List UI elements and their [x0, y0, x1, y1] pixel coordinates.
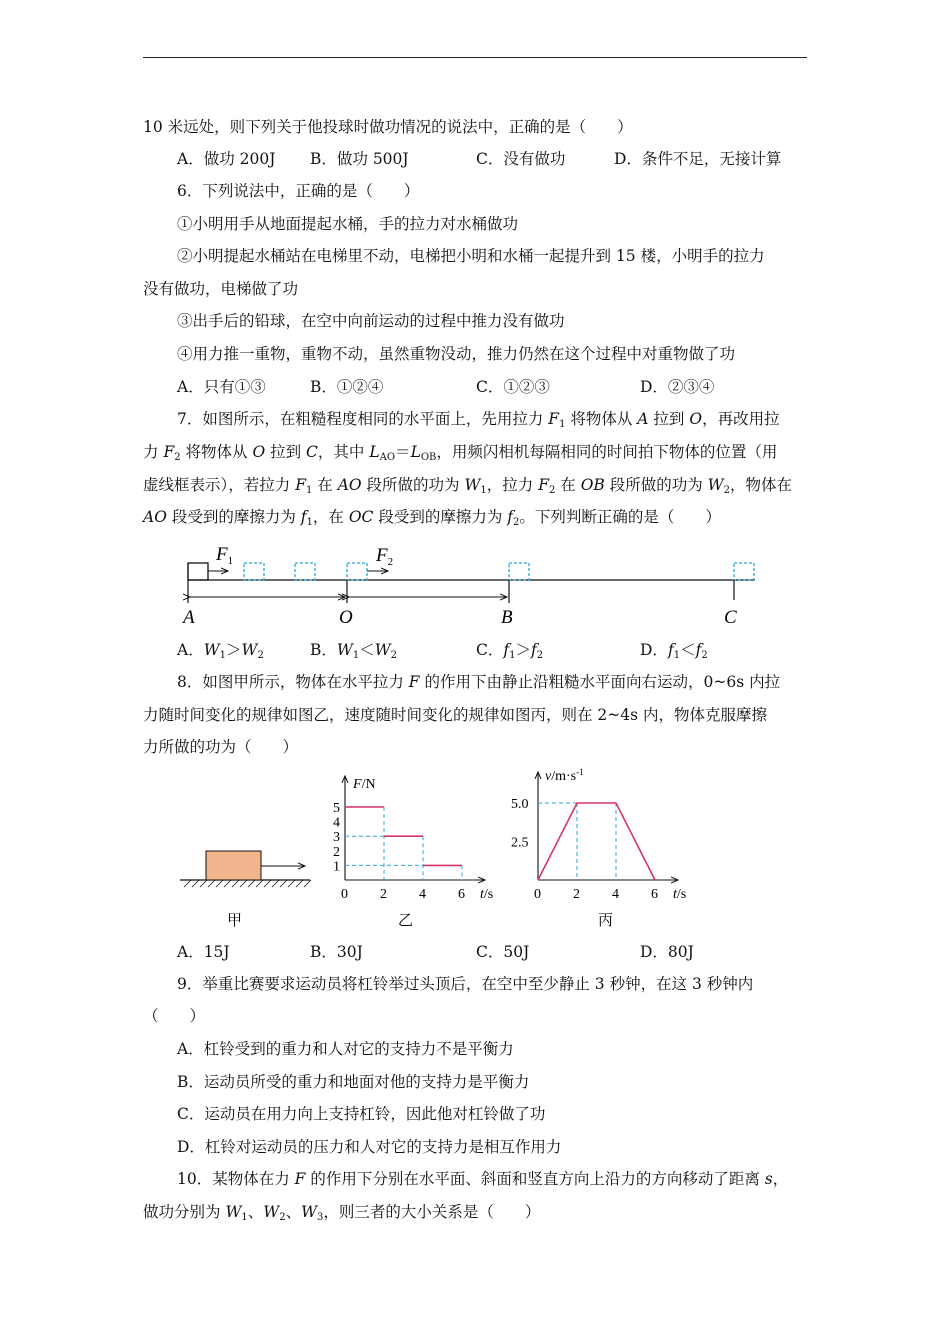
y-tick-label: 1 [333, 859, 340, 875]
q8-stem-line3: 力所做的功为（ ） [143, 738, 299, 756]
q6-option-a: A．只有①③ [177, 378, 266, 396]
q8-option-b: B．30J [310, 943, 363, 961]
q5-option-a: A．做功 200J [177, 150, 276, 168]
q5-option-d: D．条件不足，无接计算 [614, 150, 782, 168]
x-tick-label: 0 [534, 887, 541, 902]
block [206, 851, 261, 880]
q6-statement-2-cont: 没有做功，电梯做了功 [143, 280, 299, 298]
q7-stem-line3: 虚线框表示），若拉力 $F_1$ 在 AO 段所做的功为 $W_1$，拉力 $F_2$ 在 OB 段所做的功为 $W_2$，物体在 [143, 476, 792, 496]
f1-label: $F_1$ [216, 544, 234, 567]
q6-option-c: C．①②③ [476, 378, 550, 396]
q7-option-b: B．$W_1<W_2$ [310, 641, 398, 661]
q8-stem-line2: 力随时间变化的规律如图乙，速度随时间变化的规律如图丙，则在 2~4s 内，物体克服摩擦 [143, 706, 768, 724]
y-tick-label: 5.0 [511, 797, 529, 812]
q6-statement-3: ③出手后的铅球，在空中向前运动的过程中推力没有做功 [177, 312, 565, 330]
point-o-label: O [339, 607, 353, 628]
x-tick-label: 2 [380, 887, 387, 902]
q6-statement-1: ①小明用手从地面提起水桶，手的拉力对水桶做功 [177, 215, 519, 233]
figure-jia [180, 851, 311, 887]
q5-option-c: C．没有做功 [476, 150, 566, 168]
q8-stem-line1: 8．如图甲所示，物体在水平拉力 F 的作用下由静止沿粗糙水平面向右运动，0~6s 内拉 [177, 673, 781, 691]
figure-yi-chart [333, 776, 493, 902]
x-tick-label: 4 [612, 887, 619, 902]
q7-option-a: A．$W_1>W_2$ [177, 641, 264, 661]
x-tick-label: 0 [341, 887, 348, 902]
point-c-label: C [724, 607, 737, 628]
q6-stem: 6．下列说法中，正确的是（ ） [177, 182, 420, 200]
y-tick-label: 5 [333, 801, 340, 816]
q7-stem-line1: 7．如图所示，在粗糙程度相同的水平面上，先用拉力 $F_1$ 将物体从 A 拉到 O，再改用拉 [177, 410, 780, 430]
q5-stem-continuation: 10 米远处，则下列关于他投球时做功情况的说法中，正确的是（ ） [143, 118, 633, 136]
q7-stem-line2: 力 $F_2$ 将物体从 O 拉到 C，其中 $L_{AO}=L_{OB}$，用频闪相机每隔相同的时间拍下物体的位置（用 [143, 443, 778, 463]
x-tick-label: 4 [419, 887, 426, 902]
point-a-label: A [183, 607, 195, 628]
q9-option-c: C．运动员在用力向上支持杠铃，因此他对杠铃做了功 [177, 1105, 546, 1123]
q5-option-b: B．做功 500J [310, 150, 409, 168]
y-axis-label: F/N [353, 777, 376, 792]
q7-option-c: C．$f_1>f_2$ [476, 641, 544, 661]
q10-stem-line1: 10．某物体在力 F 的作用下分别在水平面、斜面和竖直方向上沿力的方向移动了距离 s， [177, 1170, 789, 1188]
x-axis-label: t/s [480, 887, 494, 902]
y-tick-label: 2 [333, 844, 340, 860]
velocity-line [538, 803, 655, 880]
q6-statement-2: ②小明提起水桶站在电梯里不动，电梯把小明和水桶一起提升到 15 楼，小明手的拉力 [177, 247, 765, 265]
x-tick-label: 6 [458, 887, 465, 902]
x-tick-label: 6 [651, 887, 658, 902]
figure-jia-caption: 甲 [227, 913, 243, 929]
q8-option-a: A．15J [177, 943, 230, 961]
y-tick-label: 3 [333, 830, 340, 846]
q6-statement-4: ④用力推一重物，重物不动，虽然重物没动，推力仍然在这个过程中对重物做了功 [177, 345, 736, 363]
x-axis-label: t/s [673, 887, 687, 902]
figure-bing-chart [511, 767, 686, 902]
point-b-label: B [501, 607, 513, 628]
y-tick-label: 2.5 [511, 835, 529, 851]
q9-option-d: D．杠铃对运动员的压力和人对它的支持力是相互作用力 [177, 1138, 562, 1156]
q6-option-b: B．①②④ [310, 378, 384, 396]
x-tick-label: 2 [573, 887, 580, 902]
q9-answer-paren: （ ） [143, 1007, 206, 1025]
q9-option-a: A．杠铃受到的重力和人对它的支持力不是平衡力 [177, 1040, 514, 1058]
q8-option-d: D．80J [640, 943, 694, 961]
figure-yi-caption: 乙 [398, 913, 414, 929]
ground-hatching [184, 880, 311, 887]
y-tick-label: 4 [333, 815, 340, 831]
f2-label: $F_2$ [376, 545, 394, 568]
figure-bing-caption: 丙 [598, 913, 614, 929]
q7-option-d: D．$f_1<f_2$ [640, 641, 708, 661]
q8-option-c: C．50J [476, 943, 530, 961]
q9-stem: 9．举重比赛要求运动员将杠铃举过头顶后，在空中至少静止 3 秒钟，在这 3 秒钟内 [177, 975, 754, 993]
y-axis-label: $v/m\cdot s^{-1}$ [545, 767, 584, 784]
q7-stem-line4: AO 段受到的摩擦力为 $f_1$，在 OC 段受到的摩擦力为 $f_2$。下列判断正确的是（ ） [143, 508, 721, 528]
q9-option-b: B．运动员所受的重力和地面对他的支持力是平衡力 [177, 1073, 530, 1091]
q10-stem-line2: 做功分别为 $W_1$、$W_2$、$W_3$，则三者的大小关系是（ ） [143, 1203, 541, 1223]
q6-option-d: D．②③④ [640, 378, 715, 396]
